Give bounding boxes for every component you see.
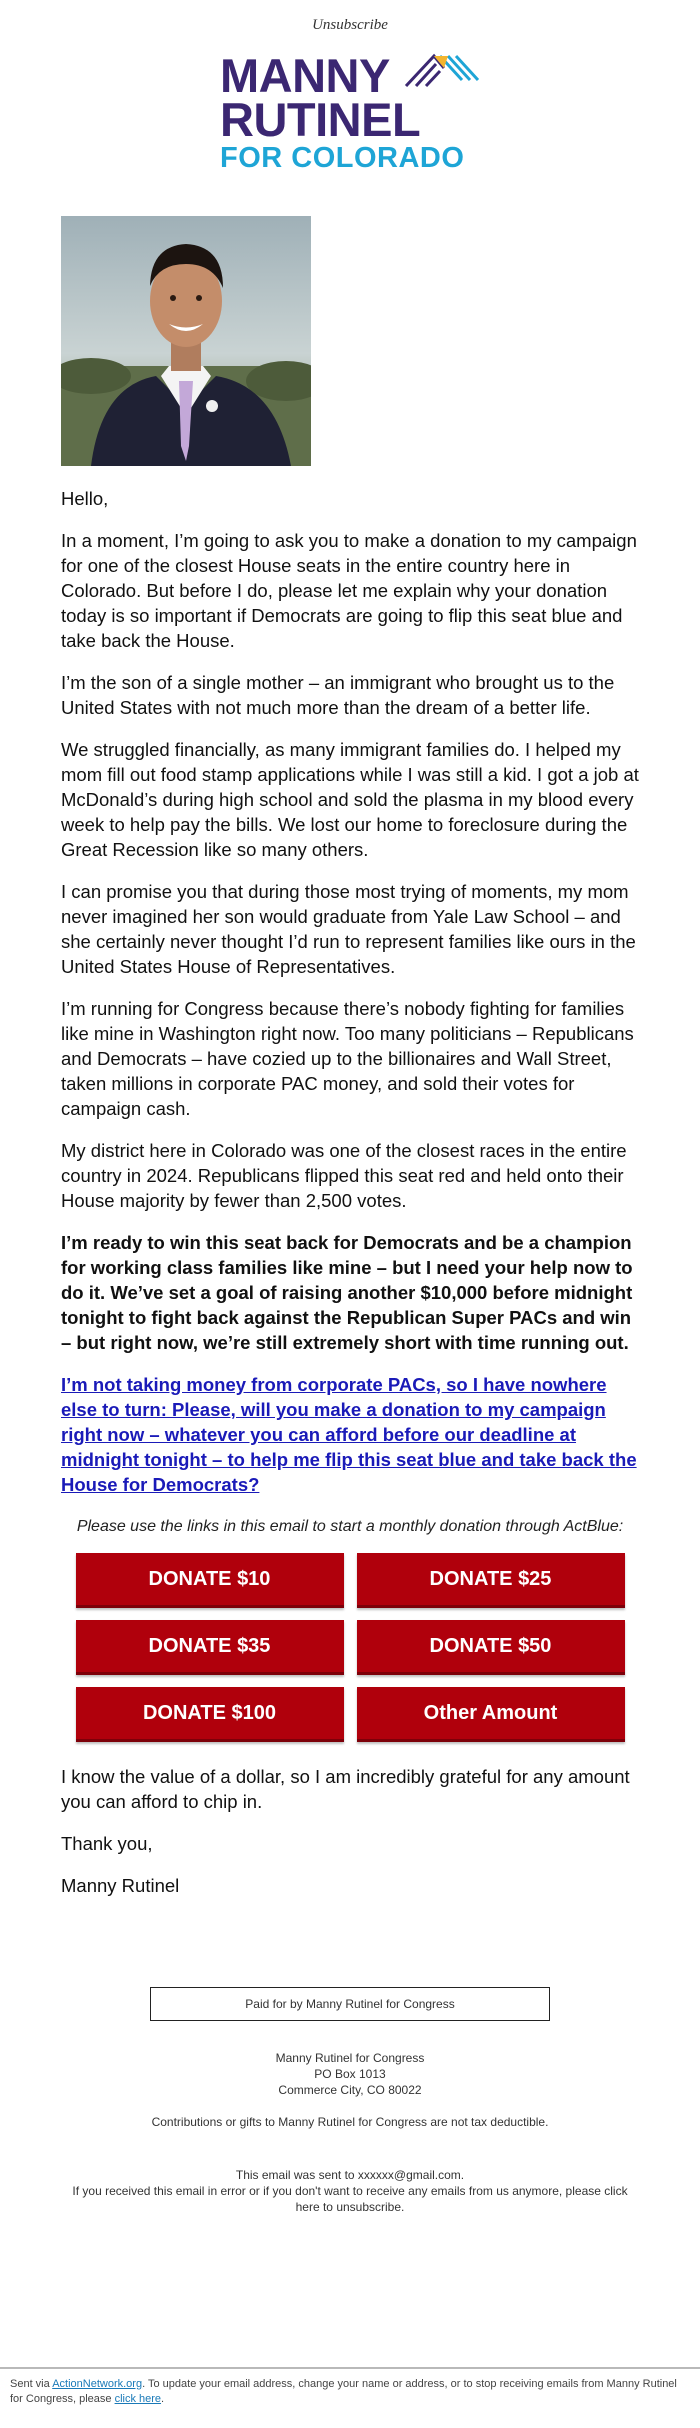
logo-line-1: MANNY bbox=[220, 49, 390, 102]
greeting: Hello, bbox=[61, 488, 109, 509]
address-line: Commerce City, CO 80022 bbox=[278, 2083, 422, 2097]
paragraph-intro: In a moment, I’m going to ask you to make a donation to my campaign for one of the closest House seats in the entire country here in Colorado. But before I do, please let me explain why your donation today is so important if Democrats are going to flip this seat blue and take back the House. bbox=[61, 530, 637, 651]
candidate-photo bbox=[61, 216, 311, 466]
paragraph-mother: I’m the son of a single mother – an immigrant who brought us to the United States with not much more than the dream of a better life. bbox=[61, 672, 615, 718]
address-line: Manny Rutinel for Congress bbox=[275, 2051, 425, 2065]
footer-middle: . To update your email address, change your name or address, or to stop receiving emails from Manny Rutinel for Congress, please bbox=[10, 2378, 677, 2405]
donate-50-button[interactable]: DONATE $50 bbox=[357, 1620, 625, 1675]
mailing-address bbox=[0, 2050, 700, 2098]
donation-buttons bbox=[76, 1553, 625, 1742]
actionnetwork-link[interactable]: ActionNetwork.org bbox=[52, 2378, 143, 2390]
actblue-note: Please use the links in this email to start a monthly donation through ActBlue: bbox=[76, 1518, 624, 1535]
paragraph-closing: I know the value of a dollar, so I am incredibly grateful for any amount you can afford to chip in. bbox=[61, 1766, 630, 1812]
logo-line-2: RUTINEL bbox=[220, 93, 421, 146]
campaign-logo bbox=[220, 49, 480, 176]
thanks: Thank you, bbox=[61, 1833, 153, 1854]
sent-to-text: This email was sent to xxxxxx@gmail.com. bbox=[235, 2168, 465, 2182]
address-line: PO Box 1013 bbox=[314, 2067, 386, 2081]
paragraph-goal: I’m ready to win this seat back for Democrats and be a champion for working class families like mine – but I need your help now to do it. We’ve set a goal of raising another $10,000 before midnight tonight to fight back against the Republican Super PACs and win – but right now, we’re still extremely short with time running out. bbox=[61, 1232, 633, 1353]
donate-100-button[interactable]: DONATE $100 bbox=[76, 1687, 344, 1742]
footer-click-here-link[interactable]: click here bbox=[114, 2393, 162, 2405]
footer-suffix: . bbox=[161, 2393, 165, 2405]
donate-35-button[interactable]: DONATE $35 bbox=[76, 1620, 344, 1675]
paragraph-running: I’m running for Congress because there’s nobody fighting for families like mine in Washington right now. Too many politicians – Republicans and Democrats – have cozied up to the billionaires and Wall Street, taken millions in corporate PAC money, and sold their votes for campaign cash. bbox=[61, 998, 634, 1119]
paragraph-promise: I can promise you that during those most trying of moments, my mom never imagined her son would graduate from Yale Law School – and she certainly never thought I’d run to represent families like ours in the United States House of Representatives. bbox=[61, 881, 636, 977]
donate-cta-link[interactable]: I’m not taking money from corporate PACs, so I have nowhere else to turn: Please, will you make a donation to my campaign right now – whatever you can afford before our deadline at midnight tonight – to help me flip this seat blue and take back the House for Democrats? bbox=[61, 1374, 637, 1495]
donate-25-button[interactable]: DONATE $25 bbox=[357, 1553, 625, 1608]
paragraph-struggle: We struggled financially, as many immigrant families do. I helped my mom fill out food stamp applications while I was still a kid. I got a job at McDonald’s during high school and sold the plasma in my blood every week to help pay the bills. We lost our home to foreclosure during the Great Recession like so many others. bbox=[61, 739, 639, 860]
closing-section bbox=[0, 1764, 700, 1898]
footer-prefix: Sent via bbox=[10, 2378, 53, 2390]
action-network-footer bbox=[0, 2367, 700, 2407]
tax-disclaimer: Contributions or gifts to Manny Rutinel for Congress are not tax deductible. bbox=[151, 2115, 549, 2129]
paragraph-district: My district here in Colorado was one of the closest races in the entire country in 2024. Republicans flipped this seat red and held onto their House majority by fewer than 2,500 votes. bbox=[61, 1140, 627, 1211]
unsubscribe-notice[interactable]: If you received this email in error or if you don't want to receive any emails from us anymore, please click here to unsubscribe. bbox=[72, 2184, 628, 2214]
mountain-icon bbox=[404, 52, 480, 88]
signature: Manny Rutinel bbox=[61, 1875, 180, 1896]
logo-line-3: FOR COLORADO bbox=[220, 142, 465, 174]
recipient-notice bbox=[60, 2167, 640, 2215]
unsubscribe-link[interactable]: Unsubscribe bbox=[312, 17, 388, 33]
other-amount-button[interactable]: Other Amount bbox=[357, 1687, 625, 1742]
donate-10-button[interactable]: DONATE $10 bbox=[76, 1553, 344, 1608]
paid-for-box: Paid for by Manny Rutinel for Congress bbox=[150, 1987, 550, 2021]
email-body bbox=[0, 486, 700, 1539]
